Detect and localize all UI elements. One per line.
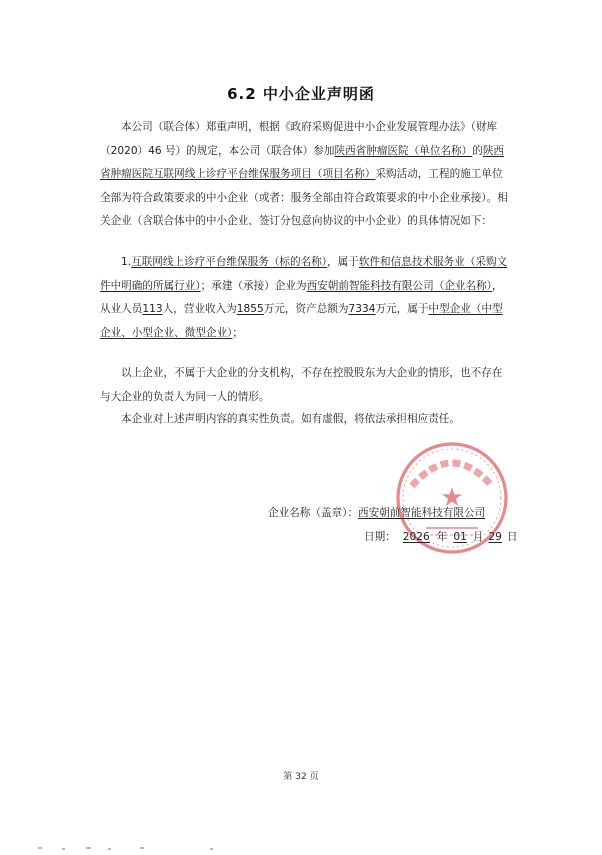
buyer-name: 陕西省肿瘤医院（单位名称）: [334, 144, 473, 157]
item-text-5: 万元，资产总额为: [263, 303, 349, 315]
scan-noise-icon: [0, 842, 602, 855]
item-text-6: 万元，属于: [375, 303, 429, 315]
date-year-unit: 年: [436, 531, 448, 543]
intro-text-2: 的: [472, 144, 483, 157]
signature-label: 企业名称（盖章）：: [268, 507, 359, 519]
company-name: 西安朝前智能科技有限公司（企业名称）: [306, 279, 492, 292]
item-number: 1.: [121, 256, 132, 268]
item-text-2: ；承建（承接）企业为: [200, 279, 307, 292]
enterprise-item: [100, 251, 510, 345]
item-text-7: ；: [232, 326, 244, 339]
item-text-3: ，从业人员: [100, 279, 503, 315]
item-text-1: ，属于: [327, 256, 359, 268]
revenue-value: 1855: [236, 303, 264, 315]
project-name: 陕西省肿瘤医院互联网线上诊疗平台维保服务项目（项目名称）: [100, 144, 504, 180]
enterprise-size: 中型企业（中型企业、小型企业、微型企业）: [100, 303, 503, 339]
svg-text:★: ★: [440, 483, 464, 513]
date-day-unit: 日: [506, 531, 518, 543]
date-label: 日期：: [364, 531, 396, 543]
date-month-unit: 月: [472, 531, 484, 543]
item-text-4: 人，营业收入为: [162, 303, 237, 315]
date-day: 29: [488, 531, 502, 543]
signature-date-row: [364, 529, 518, 544]
subject-name: 互联网线上诊疗平台维保服务（标的名称）: [131, 256, 328, 268]
assets-value: 7334: [348, 303, 376, 315]
signature-company: 西安朝前智能科技有限公司: [358, 507, 486, 519]
date-year: 2026: [402, 531, 430, 543]
statement-responsibility: 本企业对上述声明内容的真实性负责。如有虚假，将依法承担相应责任。: [121, 413, 460, 425]
intro-paragraph: [100, 116, 510, 234]
page-number: 第 32 页: [283, 772, 319, 782]
intro-text-1: 本公司（联合体）郑重声明，根据《政府采购促进中小企业发展管理办法》（财库（2020）46 号）的规定，本公司（联合体）参加: [100, 121, 498, 157]
industry-name: 软件和信息技术服务业（采购文件中明确的所属行业）: [100, 256, 508, 292]
intro-text-3: 采购活动，工程的施工单位全部为符合政策要求的中小企业（或者：服务全部由符合政策要求的中小企业承接）。相关企业（含联合体中的中小企业、签订分包意向协议的中小企业）的具体情况如下：: [100, 168, 508, 227]
signature-company-row: [268, 505, 485, 520]
page-title: 6.2 中小企业声明函: [227, 85, 375, 103]
statement-not-large-enterprise: 以上企业，不属于大企业的分支机构，不存在控股股东为大企业的情形，也不存在与大企业的负责人为同一人的情形。: [100, 367, 503, 403]
date-month: 01: [453, 531, 467, 543]
staff-count: 113: [142, 303, 163, 315]
